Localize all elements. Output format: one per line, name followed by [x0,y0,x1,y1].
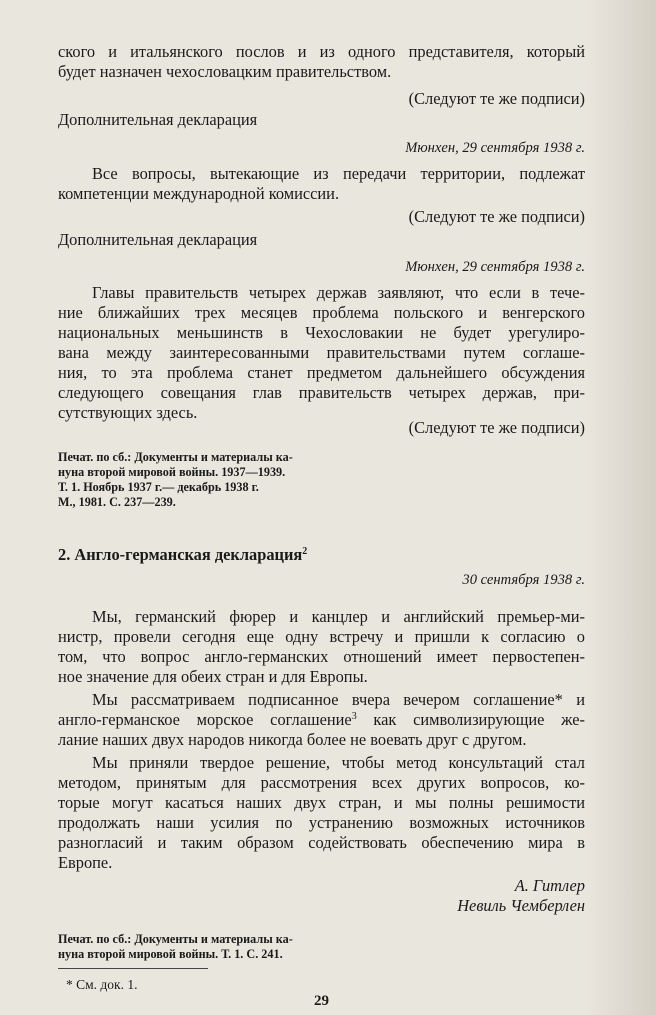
decl-2-line-2: ние ближайших трех месяцев проблема польского и венгерского [58,303,585,322]
signatory-chamberlain: Невиль Чемберлен [457,896,585,915]
section-date: 30 сентября 1938 г. [462,572,585,588]
source-2-line-1: Печат. по сб.: Документы и материалы ка- [58,932,293,946]
body-p1-line-4: ное значение для обеих стран и для Европы. [58,667,368,686]
body-p3-line-5: разногласий и таким образом содействовать обеспечению мира в [58,833,585,852]
decl-2-line-5: ния, то эта проблема станет предметом дальнейшего обсуждения [58,363,585,382]
decl-1-title: Дополнительная декларация [58,110,258,129]
decl-1-date: Мюнхен, 29 сентября 1938 г. [405,140,585,156]
body-p2-line-2 [58,710,585,730]
continuation-line-1: ского и итальянского послов и из одного представителя, который [58,42,585,61]
decl-2-title: Дополнительная декларация [58,230,258,249]
continuation-line-2: будет назначен чехословацким правительством. [58,62,392,81]
signatures-note-1: (Следуют те же подписи) [408,89,585,108]
body-p2-line-2-text-a: англо-германское морское соглашение [58,710,352,729]
decl-1-line-1: Все вопросы, вытекающие из передачи территории, подлежат [92,164,585,183]
decl-2-line-1: Главы правительств четырех держав заявляют, что если в тече- [92,283,585,302]
footnote-rule [58,968,208,969]
body-p1-line-2: нистр, провели сегодня еще одну встречу и пришли к согласию о [58,627,585,646]
body-p2-line-2-text-b: как символизирующие же- [356,710,585,729]
body-p3-line-1: Мы приняли твердое решение, чтобы метод консультаций стал [92,753,585,772]
decl-2-line-3: национальных меньшинств в Чехословакии не будет урегулиро- [58,323,585,342]
body-p1-line-3: том, что вопрос англо-германских отношений имеет первостепен- [58,647,585,666]
body-p2-line-1 [58,690,585,710]
show-through-shadow [586,0,656,1015]
section-title-note: 2 [302,546,308,557]
source-1-line-3: Т. 1. Ноябрь 1937 г.— декабрь 1938 г. [58,480,259,494]
source-1-line-1: Печат. по сб.: Документы и материалы ка- [58,450,293,464]
body-p2-asterisk: * [554,690,563,709]
source-1-line-4: М., 1981. С. 237—239. [58,495,176,509]
body-p2-line-1-text-a: Мы рассматриваем подписанное вчера вечером соглашение [92,690,555,709]
body-p3-line-3: торые могут касаться наших двух стран, и мы полны решимости [58,793,585,812]
signatory-hitler: А. Гитлер [514,876,585,895]
section-title [58,545,585,565]
body-p1-line-1: Мы, германский фюрер и канцлер и английский премьер-ми- [92,607,585,626]
decl-1-line-2: компетенции международной комиссии. [58,184,340,203]
decl-1-signatures-note: (Следуют те же подписи) [408,207,585,226]
body-p3-line-6: Европе. [58,853,113,872]
body-p2-line-3: лание наших двух народов никогда более не воевать друг с другом. [58,730,527,749]
body-p3-line-2: методом, принятым для рассмотрения всех других вопросов, ко- [58,773,585,792]
footnote: * См. док. 1. [66,977,138,992]
section-title-text: 2. Англо-германская декларация [58,545,303,564]
body-p2-note-3: 3 [351,711,357,722]
decl-2-signatures-note: (Следуют те же подписи) [408,418,585,437]
decl-2-line-7: сутствующих здесь. [58,403,198,422]
decl-2-date: Мюнхен, 29 сентября 1938 г. [405,259,585,275]
page-number: 29 [314,993,329,1009]
source-1-line-2: нуна второй мировой войны. 1937—1939. [58,465,286,479]
decl-2-line-6: следующего совещания глав правительств четырех держав, при- [58,383,585,402]
body-p3-line-4: продолжать наши усилия по устранению возможных источников [58,813,585,832]
body-p2-line-1-text-b: и [562,690,585,709]
decl-2-line-4: вана между заинтересованными правительствами путем соглаше- [58,343,585,362]
source-2-line-2: нуна второй мировой войны. Т. 1. С. 241. [58,947,283,961]
